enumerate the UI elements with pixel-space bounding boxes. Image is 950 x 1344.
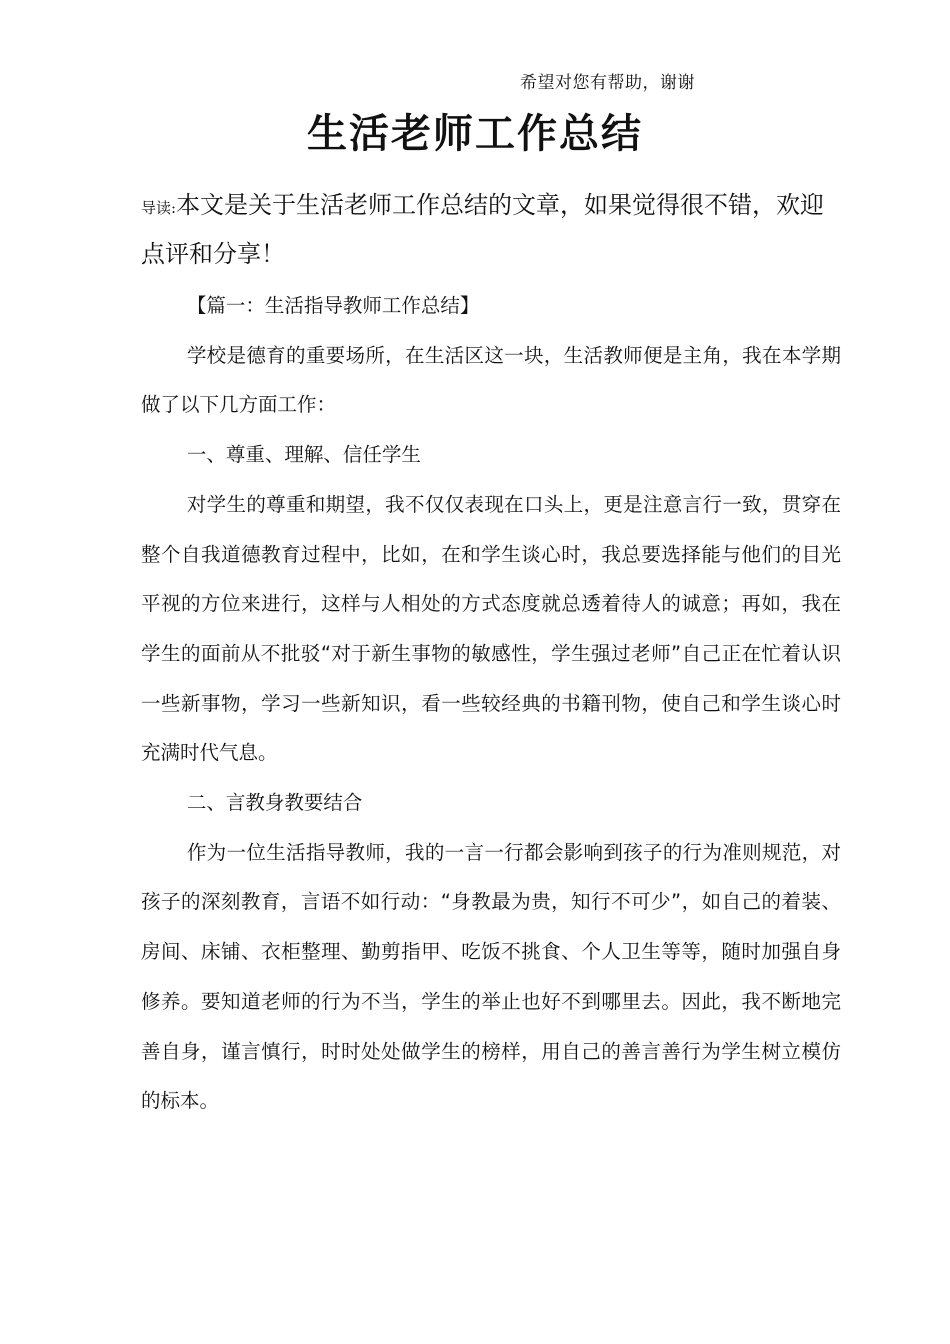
- document-body: [141, 281, 841, 1126]
- header-note: 希望对您有帮助，谢谢: [520, 73, 695, 93]
- section-heading: 【篇一：生活指导教师工作总结】: [186, 294, 480, 317]
- document-title: 生活老师工作总结: [307, 111, 643, 157]
- body-paragraph: 作为一位生活指导教师，我的一言一行都会影响到孩子的行为准则规范，对孩子的深刻教育，言语不如行动：“身教最为贵，知行不可少”，如自己的着装、房间、床铺、衣柜整理、勤剪指甲、吃饭不挑食、个人卫生等等，随时加强自身修养。要知道老师的行为不当，学生的举止也好不到哪里去。因此，我不断地完善自身，谨言慎行，时时处处做学生的榜样，用自己的善言善行为学生树立模仿的标本。: [141, 840, 841, 1113]
- subsection-heading: 二、言教身教要结合: [186, 791, 363, 815]
- subsection-heading: 一、尊重、理解、信任学生: [186, 443, 421, 467]
- body-paragraph: 学校是德育的重要场所，在生活区这一块，生活教师便是主角，我在本学期做了以下几方面工作：: [141, 343, 841, 417]
- intro-section: [141, 182, 841, 277]
- intro-label: 导读:: [141, 199, 177, 217]
- intro-text: 本文是关于生活老师工作总结的文章，如果觉得很不错，欢迎点评和分享！: [141, 191, 825, 268]
- body-paragraph: 对学生的尊重和期望，我不仅仅表现在口头上，更是注意言行一致，贯穿在整个自我道德教育过程中，比如，在和学生谈心时，我总要选择能与他们的目光平视的方位来进行，这样与人相处的方式态度就总透着待人的诚意；再如，我在学生的面前从不批驳“对于新生事物的敏感性，学生强过老师”自己正在忙着认识一些新事物，学习一些新知识，看一些较经典的书籍刊物，使自己和学生谈心时充满时代气息。: [141, 492, 841, 765]
